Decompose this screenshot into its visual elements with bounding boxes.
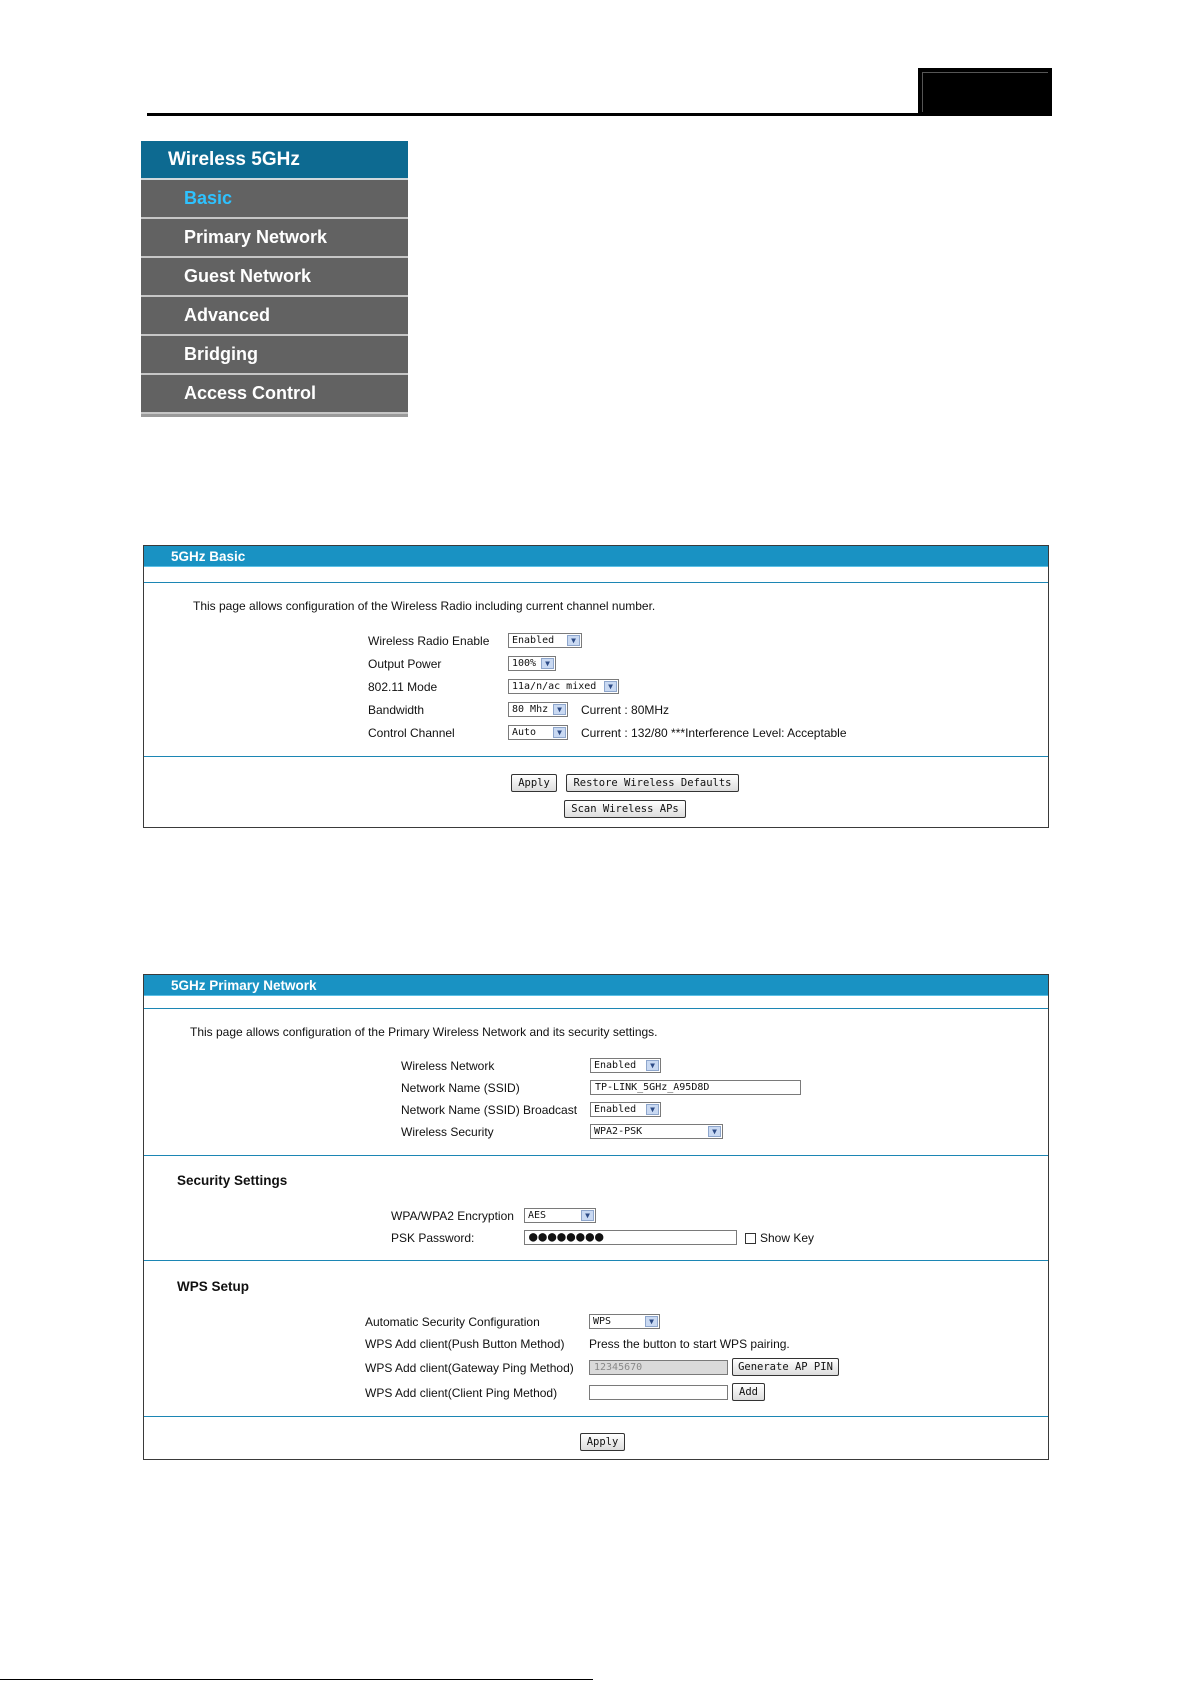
header-tab [918,68,1052,116]
sidebar-item-access-control[interactable]: Access Control [141,375,408,414]
restore-defaults-button[interactable]: Restore Wireless Defaults [566,774,739,792]
show-key-label: Show Key [760,1231,815,1245]
chevron-down-icon: ▼ [581,1210,594,1221]
wps-setup-heading: WPS Setup [177,1279,250,1294]
sidebar-item-bridging[interactable]: Bridging [141,336,408,375]
primary-description: This page allows configuration of the Primary Wireless Network and its security settings. [190,1025,658,1039]
add-client-pin-button[interactable]: Add [732,1383,765,1401]
sidebar-bottom-edge [141,414,408,417]
encryption-label: WPA/WPA2 Encryption [391,1209,514,1223]
wireless-security-label: Wireless Security [401,1125,494,1139]
encryption-select[interactable] [524,1208,596,1223]
chevron-down-icon: ▼ [646,1060,659,1071]
wireless-security-select[interactable] [590,1124,723,1139]
mode-select[interactable] [508,679,619,694]
primary-panel-title: 5GHz Primary Network [144,975,1048,996]
chevron-down-icon: ▼ [708,1126,721,1137]
mode-value: 11a/n/ac mixed [512,681,597,692]
sidebar-item-basic[interactable]: Basic [141,180,408,219]
show-key-checkbox[interactable] [745,1233,756,1244]
bandwidth-label: Bandwidth [368,703,425,717]
auto-config-value: WPS [593,1316,612,1327]
sidebar-item-advanced[interactable]: Advanced [141,297,408,336]
wireless-network-label: Wireless Network [401,1059,495,1073]
channel-select[interactable] [508,725,568,740]
header-rule [147,113,1050,116]
wireless-network-value: Enabled [594,1060,637,1071]
primary-bottom-divider [144,1416,1048,1417]
wireless-network-select[interactable] [590,1058,661,1073]
radio-enable-select[interactable] [508,633,582,648]
channel-value: Auto [512,727,537,738]
output-power-value: 100% [512,658,537,669]
wireless-security-value: WPA2-PSK [594,1126,643,1137]
channel-label: Control Channel [368,726,455,740]
chevron-down-icon: ▼ [553,727,566,738]
apply-button[interactable]: Apply [511,774,557,792]
mode-label: 802.11 Mode [368,680,438,694]
basic-panel [143,545,1049,828]
generate-ap-pin-button[interactable]: Generate AP PIN [732,1358,839,1376]
basic-bottom-divider [144,756,1048,757]
sidebar-item-primary-network[interactable]: Primary Network [141,219,408,258]
sidebar-menu [141,141,408,417]
gateway-pin-input: 12345670 [589,1360,728,1375]
encryption-value: AES [528,1210,547,1221]
basic-description: This page allows configuration of the Wireless Radio including current channel number. [193,599,656,613]
sidebar-item-guest-network[interactable]: Guest Network [141,258,408,297]
primary-title-divider [144,1008,1048,1009]
sidebar-header: Wireless 5GHz [141,141,408,180]
chevron-down-icon: ▼ [645,1316,658,1327]
apply-button[interactable]: Apply [580,1433,625,1451]
channel-current: Current : 132/80 ***Interference Level: Acceptable [581,726,847,740]
bandwidth-current: Current : 80MHz [581,703,670,717]
output-power-label: Output Power [368,657,442,671]
primary-wps-divider [144,1260,1048,1261]
broadcast-value: Enabled [594,1104,637,1115]
broadcast-select[interactable] [590,1102,661,1117]
auto-config-select[interactable] [589,1314,660,1329]
bandwidth-value: 80 Mhz [512,704,549,715]
broadcast-label: Network Name (SSID) Broadcast [401,1103,578,1117]
output-power-select[interactable] [508,656,556,671]
chevron-down-icon: ▼ [553,704,566,715]
primary-security-divider [144,1155,1048,1156]
client-pin-input[interactable] [589,1385,728,1400]
client-pin-label: WPS Add client(Client Ping Method) [365,1386,558,1400]
primary-panel [143,974,1049,1460]
chevron-down-icon: ▼ [646,1104,659,1115]
radio-enable-label: Wireless Radio Enable [368,634,490,648]
scan-wireless-aps-button[interactable]: Scan Wireless APs [564,800,686,818]
psk-label: PSK Password: [391,1231,475,1245]
push-button-label: WPS Add client(Push Button Method) [365,1337,565,1351]
ssid-input[interactable]: TP-LINK_5GHz_A95D8D [590,1080,801,1095]
gateway-pin-label: WPS Add client(Gateway Ping Method) [365,1361,574,1375]
basic-title-divider [144,582,1048,583]
psk-password-input[interactable]: ●●●●●●●● [524,1230,737,1245]
footer-rule [0,1679,593,1680]
chevron-down-icon: ▼ [567,635,580,646]
auto-config-label: Automatic Security Configuration [365,1315,540,1329]
chevron-down-icon: ▼ [541,658,554,669]
ssid-label: Network Name (SSID) [401,1081,520,1095]
chevron-down-icon: ▼ [604,681,617,692]
bandwidth-select[interactable] [508,702,568,717]
radio-enable-value: Enabled [512,635,555,646]
push-button-text: Press the button to start WPS pairing. [589,1337,790,1351]
security-settings-heading: Security Settings [177,1173,288,1188]
basic-panel-title: 5GHz Basic [144,546,1048,567]
